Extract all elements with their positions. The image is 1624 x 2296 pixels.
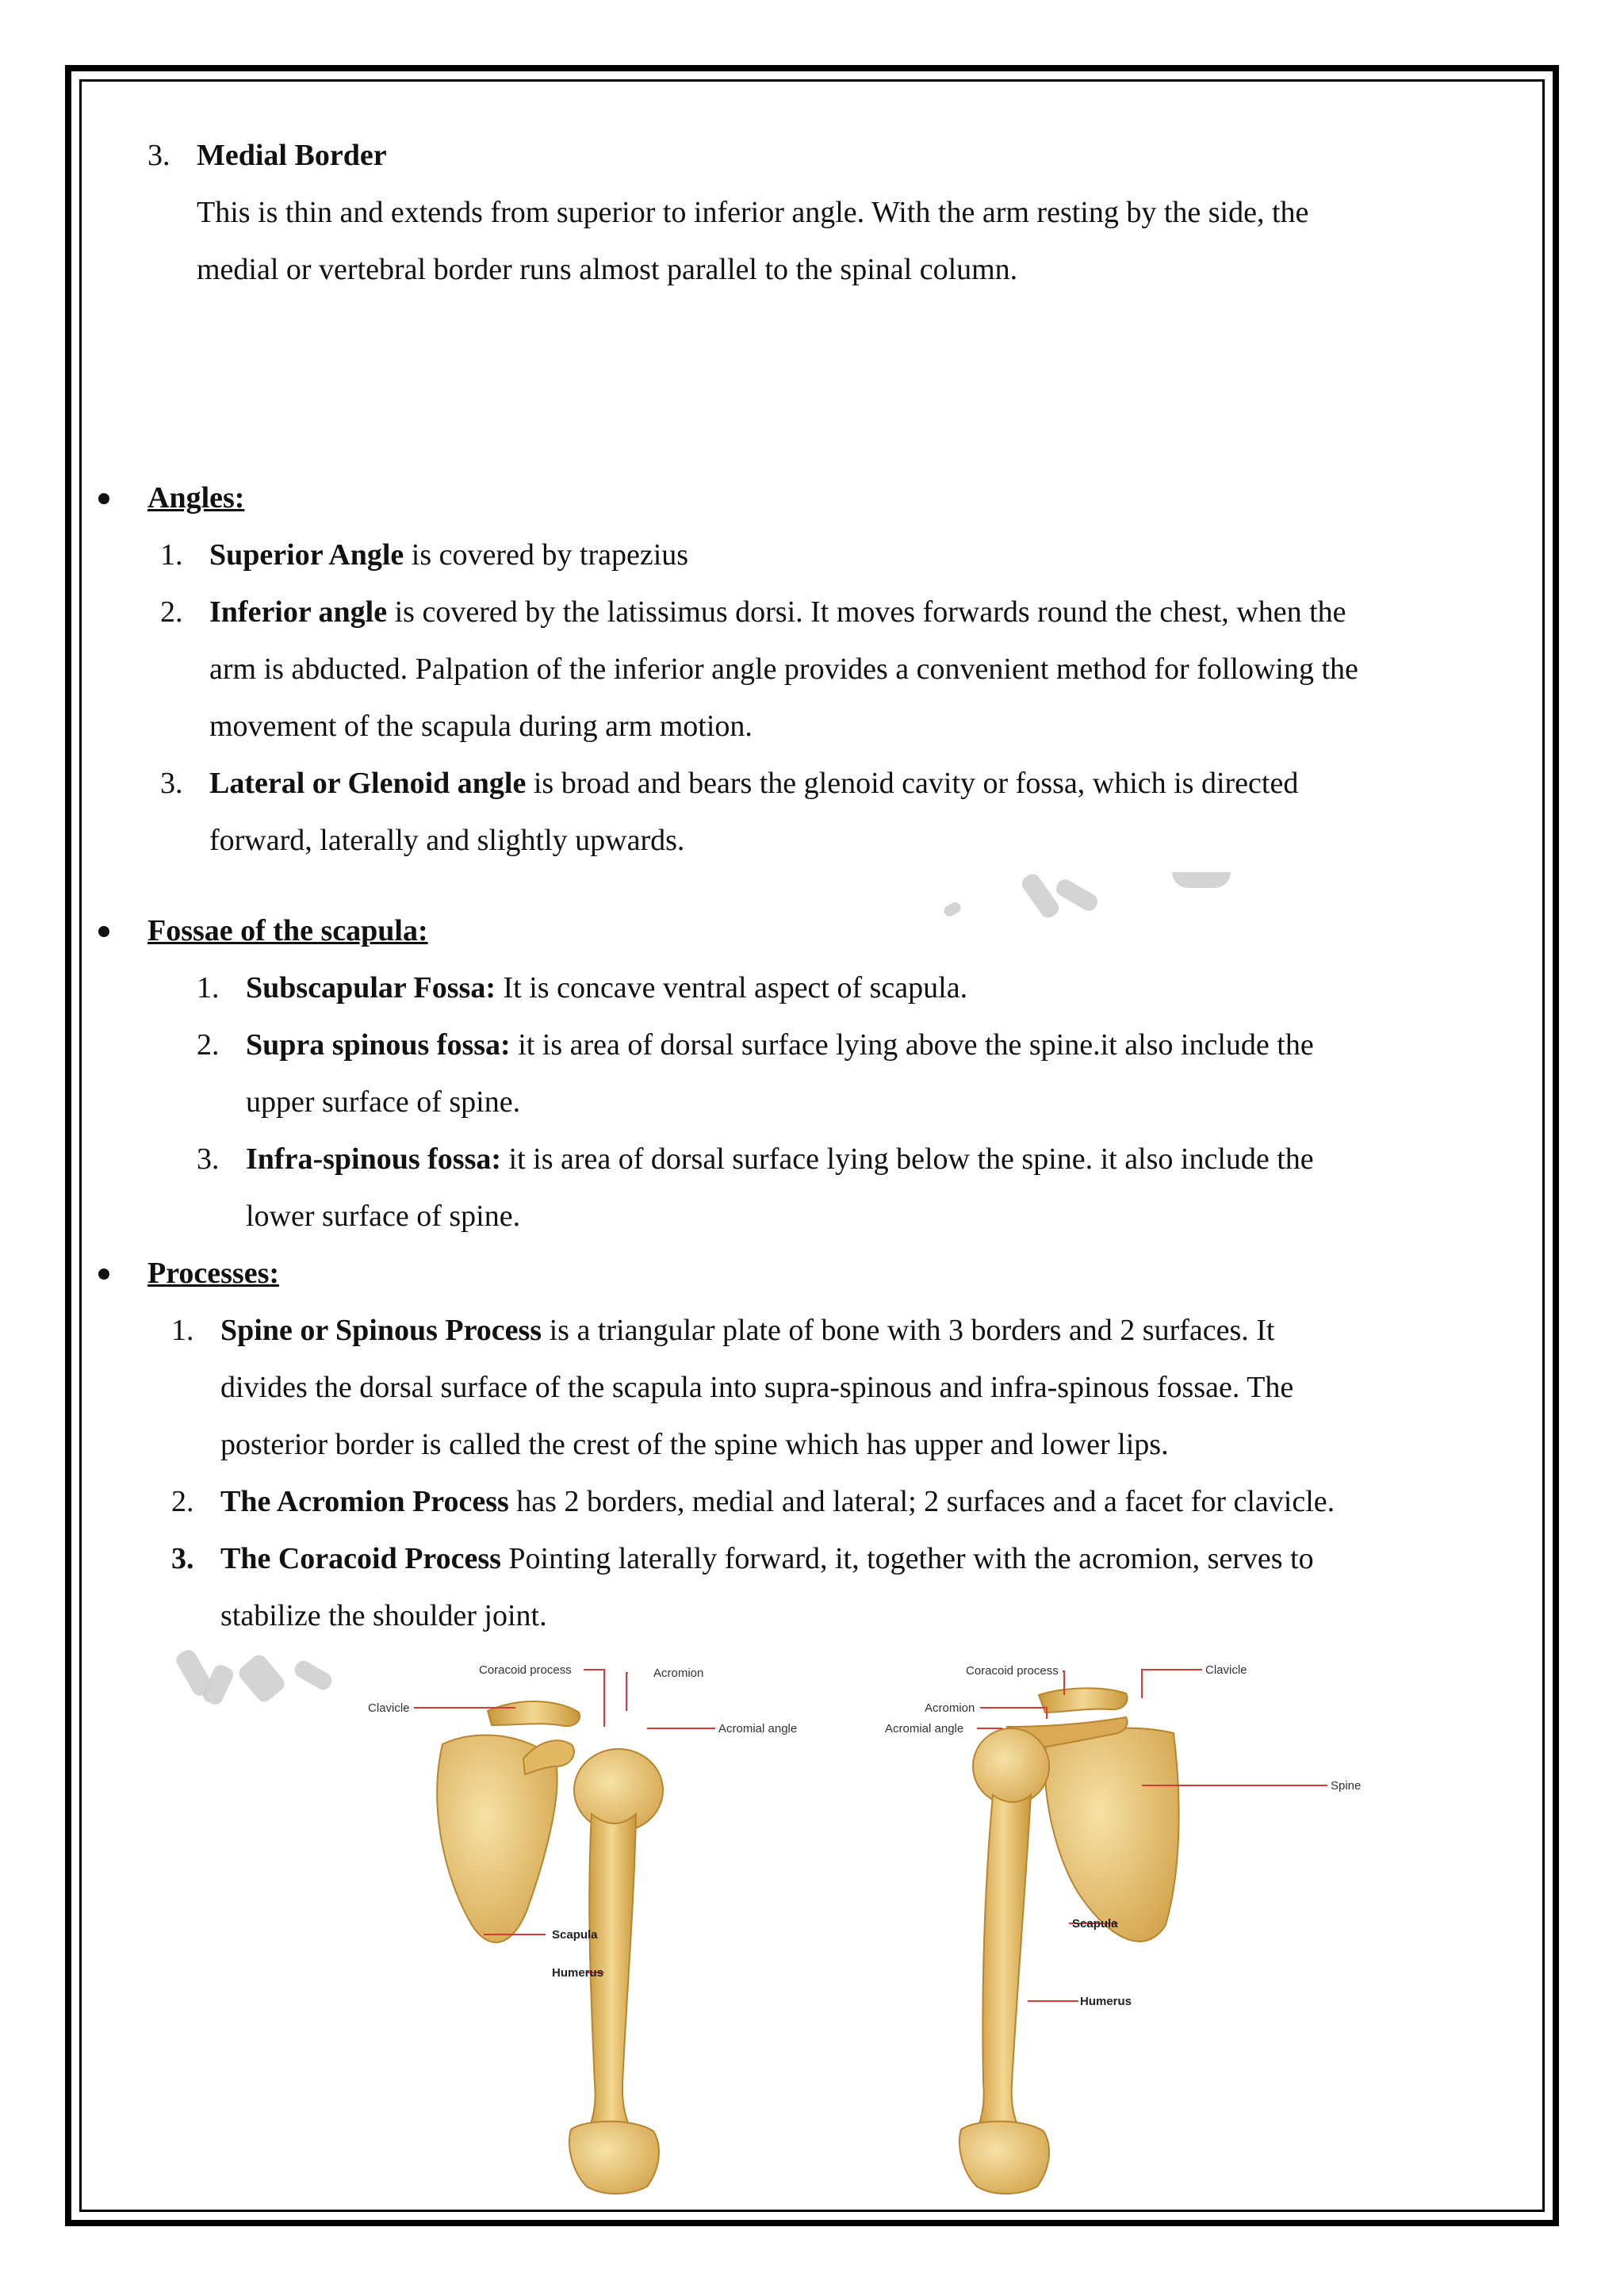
section-heading-fossae: Fossae of the scapula: [147,914,428,947]
list-number: 1. [160,538,183,572]
list-number: 1. [197,971,220,1004]
posterior-view [885,1663,1361,2194]
list-item [246,1016,1314,1073]
paragraph-line: divides the dorsal surface of the scapula into supra-spinous and infra-spinous fossae. The [220,1371,1294,1404]
label-acromial-angle: Acromial angle [718,1722,798,1735]
list-number [171,1530,194,1587]
paragraph-line: forward, laterally and slightly upwards. [209,824,685,857]
description: is covered by trapezius [404,538,689,572]
term: Infra-spinous fossa: [246,1142,502,1176]
list-item [209,526,688,584]
list-item [246,1131,1314,1188]
label-humerus-posterior: Humerus [1080,1995,1132,2008]
description: is broad and bears the glenoid cavity or fossa, which is directed [526,767,1299,800]
section-heading-angles: Angles: [147,481,245,515]
description: is covered by the latissimus dorsi. It moves forwards round the chest, when the [387,595,1346,629]
shoulder-bones-illustration [349,1640,1411,2221]
list-number: 3. [197,1142,220,1176]
label-clavicle-posterior: Clavicle [1205,1663,1247,1677]
section-title-medial-border [197,127,387,184]
term: Spine or Spinous Process [220,1314,542,1347]
watermark-fragment [1172,872,1231,888]
bullet [98,493,109,504]
term: Medial Border [197,139,387,172]
label-humerus: Humerus [552,1966,604,1980]
paragraph-line: posterior border is called the crest of the spine which has upper and lower lips. [220,1428,1169,1461]
label-scapula: Scapula [552,1928,598,1942]
section-heading-processes: Processes: [147,1257,280,1290]
list-number-bold: 3. [171,1542,194,1575]
description: is a triangular plate of bone with 3 borders and 2 surfaces. It [542,1314,1275,1347]
label-coracoid-process: Coracoid process [479,1663,572,1677]
list-item [209,755,1298,812]
term: The Coracoid Process [220,1542,501,1575]
term: Inferior angle [209,595,388,629]
term: Subscapular Fossa: [246,971,496,1004]
paragraph-line: stabilize the shoulder joint. [220,1599,547,1632]
list-item [246,959,967,1016]
list-item [220,1530,1314,1587]
paragraph-line: arm is abducted. Palpation of the inferior angle provides a convenient method for following the [209,652,1358,686]
anterior-view [368,1663,797,2194]
description: It is concave ventral aspect of scapula. [496,971,968,1004]
description: has 2 borders, medial and lateral; 2 surfaces and a facet for clavicle. [508,1485,1335,1518]
list-number: 2. [197,1028,220,1062]
label-coracoid-process-posterior: Coracoid process [966,1664,1059,1678]
label-acromion: Acromion [653,1667,704,1680]
label-clavicle: Clavicle [368,1701,410,1715]
term: Supra spinous fossa: [246,1028,511,1062]
label-acromial-angle-posterior: Acromial angle [885,1722,964,1735]
paragraph-line: lower surface of spine. [246,1200,521,1233]
paragraph-line: medial or vertebral border runs almost parallel to the spinal column. [197,253,1018,286]
term: Superior Angle [209,538,404,572]
list-item [220,1473,1335,1530]
bullet [98,926,109,937]
label-acromion-posterior: Acromion [925,1701,975,1715]
paragraph-line: movement of the scapula during arm motion. [209,710,753,743]
shoulder-bones-figure [349,1640,1411,2221]
label-scapula-posterior: Scapula [1072,1917,1118,1931]
term: The Acromion Process [220,1485,509,1518]
list-number: 3. [147,139,170,172]
description: it is area of dorsal surface lying above the spine.it also include the [510,1028,1314,1062]
bullet [98,1269,109,1280]
description: it is area of dorsal surface lying below the spine. it also include the [501,1142,1314,1176]
label-spine: Spine [1331,1779,1362,1793]
list-number: 2. [160,595,183,629]
list-number: 1. [171,1314,194,1347]
list-number: 3. [160,767,183,800]
term: Lateral or Glenoid angle [209,767,527,800]
list-item [209,584,1346,641]
paragraph-line: upper surface of spine. [246,1085,521,1119]
description: Pointing laterally forward, it, together with the acromion, serves to [500,1542,1314,1575]
list-number: 2. [171,1485,194,1518]
list-item [220,1302,1274,1359]
paragraph-line: This is thin and extends from superior to inferior angle. With the arm resting by the side, the [197,196,1309,229]
